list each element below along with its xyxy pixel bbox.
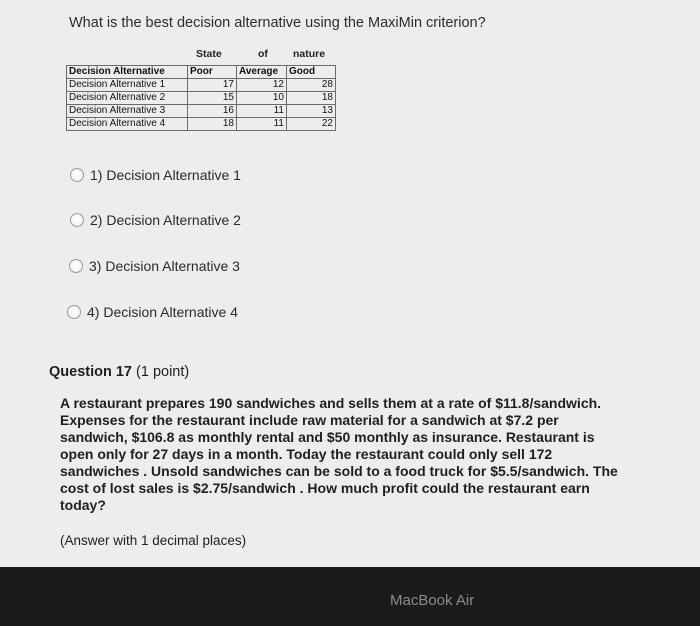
option-2[interactable] [70,212,241,228]
option-label: 1) Decision Alternative 1 [90,167,241,183]
question-17-body: A restaurant prepares 190 sandwiches and sells them at a rate of $11.8/sandwich. Expenses for the restaurant include raw material for a sandwich at $7.2 per sandwich, $106.8 as monthly rental and $50 monthly as insurance. Restaurant is open only for 27 days in a month. Today the restaurant could only sell 172 sandwiches . Unsold sandwiches can be sold to a food truck for $5.5/sandwich. The cost of lost sales is $2.75/sandwich . How much profit could the restaurant earn today? [60,395,618,513]
table-cell: Decision Alternative 3 [67,105,188,118]
question-points: (1 point) [136,364,190,380]
radio-button[interactable] [67,305,81,319]
table-header-row [67,66,336,79]
table-row [67,79,336,92]
table-cell: 28 [287,79,336,92]
table-cell: 12 [237,79,287,92]
table-cell: 22 [287,118,336,131]
table-cell: 11 [237,105,287,118]
question-number: Question 17 [49,364,132,380]
table-cell: 18 [188,118,237,131]
table-cell: 16 [188,105,237,118]
device-brand-label: MacBook Air [390,592,475,609]
table-cell: Decision Alternative 4 [67,118,188,131]
option-1[interactable] [70,167,241,183]
option-4[interactable] [67,304,238,320]
column-header: Average [237,66,287,79]
answer-instruction: (Answer with 1 decimal places) [60,533,247,548]
table-cell: Decision Alternative 1 [67,79,188,92]
option-label: 4) Decision Alternative 4 [87,304,238,320]
header-of: of [258,48,268,60]
option-3[interactable] [69,258,240,274]
table-cell: 17 [188,79,237,92]
option-label: 2) Decision Alternative 2 [90,212,241,228]
table-cell: 10 [237,92,287,105]
radio-button[interactable] [70,213,84,227]
table-cell: 11 [237,118,287,131]
header-state: State [196,48,222,60]
table-cell: Decision Alternative 2 [67,92,188,105]
question-prompt: What is the best decision alternative using the MaxiMin criterion? [69,15,486,31]
column-header: Decision Alternative [67,66,188,79]
table-cell: 13 [287,105,336,118]
table-cell: 15 [188,92,237,105]
question-17-title [49,364,189,380]
column-header: Poor [188,66,237,79]
payoff-table [66,65,336,131]
radio-button[interactable] [70,168,84,182]
table-cell: 18 [287,92,336,105]
table-row [67,92,336,105]
header-nature: nature [293,48,326,60]
column-header: Good [287,66,336,79]
radio-button[interactable] [69,259,83,273]
option-label: 3) Decision Alternative 3 [89,258,240,274]
table-row [67,105,336,118]
table-row [67,118,336,131]
